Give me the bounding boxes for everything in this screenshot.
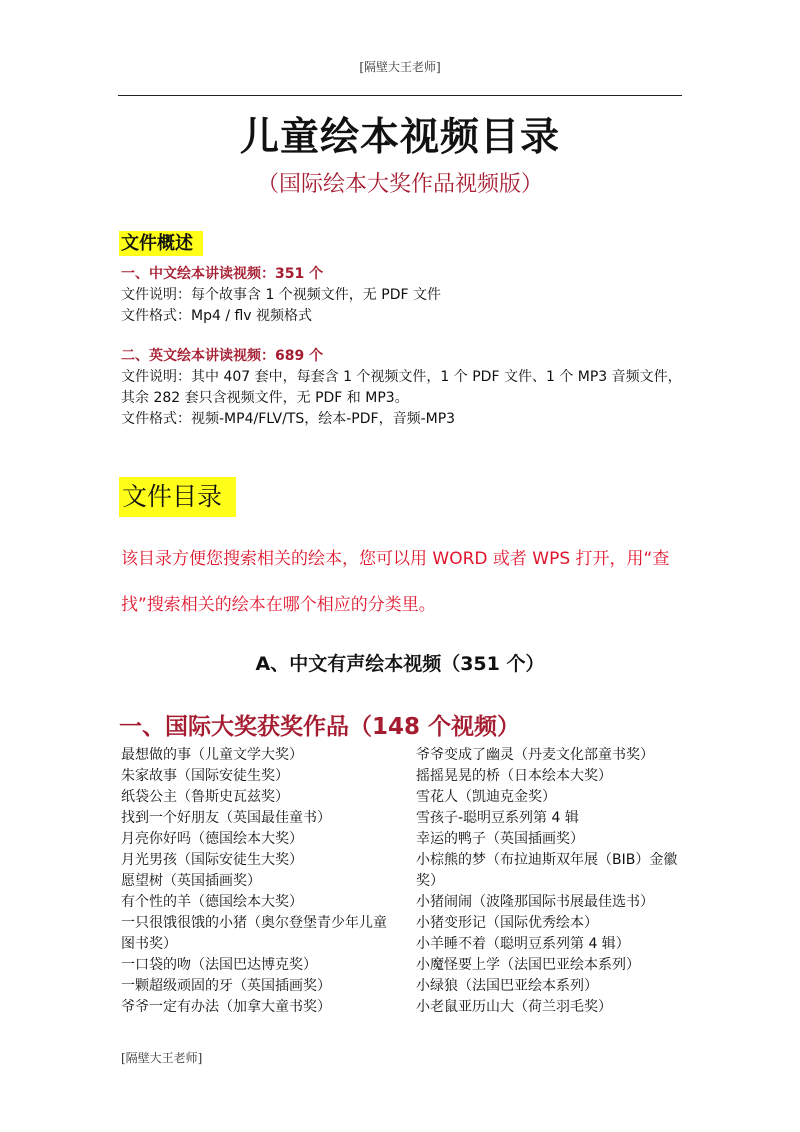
list-item: 有个性的羊（德国绘本大奖） (121, 894, 303, 910)
catalog-instruction: 该目录方便您搜索相关的绘本，您可以用 WORD 或者 WPS 打开，用“查找”搜索相关的绘本在哪个相应的分类里。 (121, 549, 670, 615)
award-list-right (416, 745, 692, 1018)
page-header-note: [隔壁大王老师] (359, 60, 441, 74)
list-item: 小绿狼（法国巴亚绘本系列） (416, 978, 598, 994)
list-item: 愿望树（英国插画奖） (121, 873, 261, 889)
overview-chinese-description: 文件说明：每个故事含 1 个视频文件，无 PDF 文件 (121, 287, 441, 303)
overview-chinese-heading: 一、中文绘本讲读视频：351 个 (121, 266, 324, 282)
list-item: 一颗超级顽固的牙（英国插画奖） (121, 978, 331, 994)
list-item: 找到一个好朋友（英国最佳童书） (121, 810, 331, 826)
list-item: 幸运的鸭子（英国插画奖） (416, 831, 584, 847)
list-item: 爷爷变成了幽灵（丹麦文化部童书奖） (416, 747, 654, 763)
list-item: 小猪闹闹（波隆那国际书展最佳选书） (416, 894, 654, 910)
list-item: 小魔怪要上学（法国巴亚绘本系列） (416, 957, 640, 973)
catalog-heading: 文件目录 (119, 477, 236, 517)
document-subtitle: （国际绘本大奖作品视频版） (256, 172, 543, 197)
list-item: 纸袋公主（鲁斯史瓦兹奖） (121, 789, 289, 805)
award-list-left (121, 745, 397, 1018)
overview-chinese-format: 文件格式：Mp4 / flv 视频格式 (121, 308, 313, 324)
header-divider (118, 95, 682, 96)
document-title: 儿童绘本视频目录 (239, 115, 560, 160)
overview-english-description: 文件说明：其中 407 套中，每套含 1 个视频文件，1 个 PDF 文件、1 个 MP3 音频文件，其余 282 套只含视频文件，无 PDF 和 MP3。 (121, 369, 682, 406)
overview-english-heading: 二、英文绘本讲读视频：689 个 (121, 348, 324, 364)
list-item: 雪花人（凯迪克金奖） (416, 789, 556, 805)
page-footer-note: [隔壁大王老师] (121, 1051, 203, 1065)
list-item: 月亮你好吗（德国绘本大奖） (121, 831, 303, 847)
list-item: 小猪变形记（国际优秀绘本） (416, 915, 598, 931)
overview-english-format: 文件格式：视频-MP4/FLV/TS，绘本-PDF，音频-MP3 (121, 411, 456, 427)
list-item: 最想做的事（儿童文学大奖） (121, 747, 303, 763)
list-item: 月光男孩（国际安徒生大奖） (121, 852, 303, 868)
list-item: 一只很饿很饿的小猪（奥尔登堡青少年儿童图书奖） (121, 915, 387, 952)
list-item: 爷爷一定有办法（加拿大童书奖） (121, 999, 331, 1015)
section-1-heading: 一、国际大奖获奖作品（148 个视频） (119, 714, 521, 740)
list-item: 小老鼠亚历山大（荷兰羽毛奖） (416, 999, 612, 1015)
list-item: 一口袋的吻（法国巴达博克奖） (121, 957, 317, 973)
overview-english-block (121, 346, 691, 430)
list-item: 小棕熊的梦（布拉迪斯双年展（BIB）金徽奖） (416, 852, 678, 889)
list-item: 雪孩子-聪明豆系列第 4 辑 (416, 810, 579, 826)
list-item: 朱家故事（国际安徒生奖） (121, 768, 289, 784)
overview-heading: 文件概述 (119, 231, 203, 256)
section-a-heading: A、中文有声绘本视频（351 个） (255, 653, 545, 675)
list-item: 小羊睡不着（聪明豆系列第 4 辑） (416, 936, 630, 952)
overview-chinese-block (121, 264, 691, 327)
list-item: 摇摇晃晃的桥（日本绘本大奖） (416, 768, 612, 784)
